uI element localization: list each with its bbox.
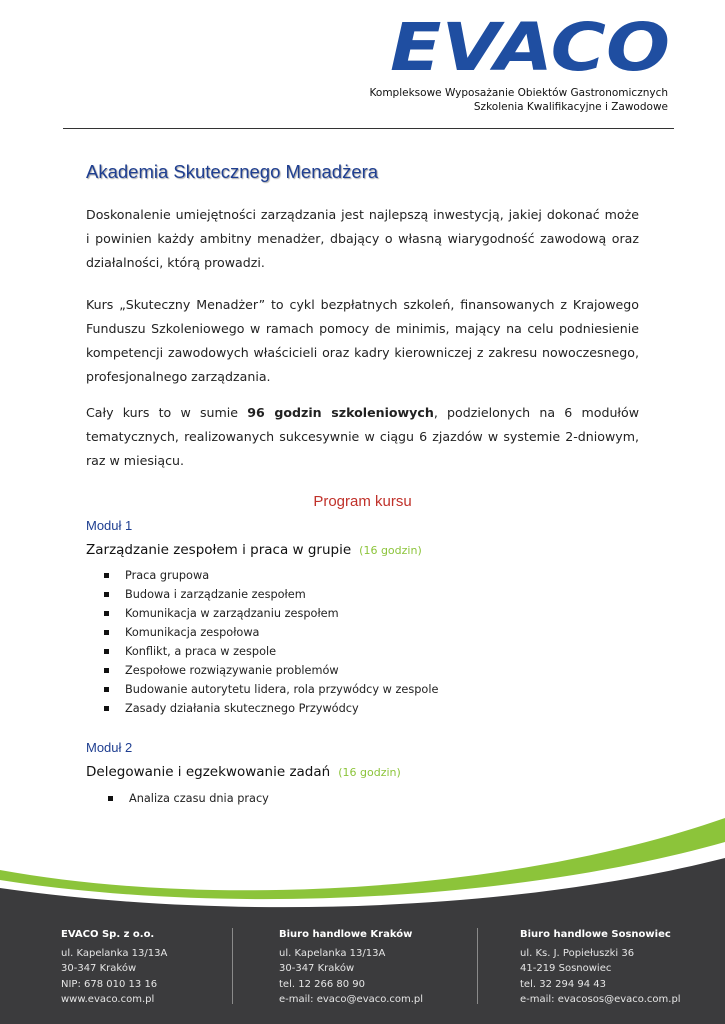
list-item-text: Budowanie autorytetu lidera, rola przywódcy w zespole [125, 683, 439, 696]
list-item [104, 680, 438, 699]
footer-line: 41-219 Sosnowiec [520, 963, 612, 974]
list-item [104, 585, 438, 604]
list-item-text: Zasady działania skutecznego Przywódcy [125, 702, 359, 715]
footer-krakow-heading: Biuro handlowe Kraków [279, 929, 413, 940]
intro-paragraph-1: Doskonalenie umiejętności zarządzania jest najlepszą inwestycją, jakiej dokonać może i powinien każdy ambitny menadżer, dbający o własną wiarygodność zawodową oraz działalności, którą prowadzi. [86, 207, 639, 270]
list-item-text: Budowa i zarządzanie zespołem [125, 588, 306, 601]
module-2-label: Moduł 2 [86, 740, 133, 755]
evaco-logo [388, 16, 673, 74]
list-item-text: Komunikacja w zarządzaniu zespołem [125, 607, 339, 620]
footer-office-krakow [279, 927, 423, 1008]
list-item-text: Konflikt, a praca w zespole [125, 645, 277, 658]
footer-line: ul. Kapelanka 13/13A [61, 947, 168, 959]
footer-line: ul. Ks. J. Popiełuszki 36 [520, 947, 635, 959]
footer-company-name: EVACO Sp. z o.o. [61, 929, 155, 940]
list-item [108, 789, 269, 808]
bullet-icon [104, 611, 109, 616]
intro-paragraph-3 [86, 401, 639, 473]
module-2-hours: (16 godzin) [338, 766, 401, 779]
bullet-icon [104, 592, 109, 597]
header-divider [63, 128, 674, 129]
list-item [104, 699, 438, 718]
tagline-line-1: Kompleksowe Wyposażanie Obiektów Gastronomicznych [369, 87, 668, 99]
module-1-label: Moduł 1 [86, 518, 133, 533]
bullet-icon [104, 706, 109, 711]
footer-email-link[interactable]: e-mail: evaco@evaco.com.pl [279, 994, 424, 1005]
header-tagline [370, 86, 668, 114]
module-1-title [86, 542, 422, 558]
list-item-text: Komunikacja zespołowa [125, 626, 260, 639]
footer-divider [477, 928, 478, 1004]
footer-line: NIP: 678 010 13 16 [61, 978, 158, 990]
module-2-title [86, 764, 401, 780]
list-item-text: Praca grupowa [125, 569, 210, 582]
module-1-topics [104, 566, 438, 718]
list-item [104, 661, 438, 680]
footer-email-link[interactable]: e-mail: evacosos@evaco.com.pl [520, 994, 681, 1005]
intro-paragraph-2: Kurs „Skuteczny Menadżer” to cykl bezpłatnych szkoleń, finansowanych z Krajowego Funduszu Szkoleniowego w ramach pomocy de minimis, mający na celu podniesienie kompetencji zawodowych właścicieli oraz kadry kierowniczej z zakresu nowoczesnego, profesjonalnego zarządzania. [86, 297, 639, 384]
footer-company [61, 927, 167, 1008]
program-heading: Program kursu [313, 493, 412, 510]
module-1-title-text: Zarządzanie zespołem i praca w grupie [86, 542, 352, 558]
p3-text-end: , podzielonych na 6 modułów tematycznych, realizowanych sukcesywnie w ciągu 6 zjazdów w systemie 2-dniowym, raz w miesiącu. [86, 405, 640, 468]
bullet-icon [104, 687, 109, 692]
footer-line: 30-347 Kraków [61, 963, 137, 974]
list-item-text: Zespołowe rozwiązywanie problemów [125, 664, 339, 677]
list-item [104, 604, 438, 623]
footer-phone[interactable]: tel. 12 266 80 90 [279, 978, 366, 990]
bullet-icon [108, 796, 113, 801]
footer-office-sosnowiec [520, 927, 681, 1008]
bullet-icon [104, 573, 109, 578]
page-title: Akademia Skutecznego Menadżera [86, 161, 379, 182]
p3-text-start: Cały kurs to w sumie [86, 405, 248, 420]
footer-phone[interactable]: tel. 32 294 94 43 [520, 978, 607, 990]
module-2-title-text: Delegowanie i egzekwowanie zadań [86, 764, 331, 780]
module-2-topics [108, 789, 269, 808]
footer-website-link[interactable]: www.evaco.com.pl [61, 994, 155, 1005]
bullet-icon [104, 649, 109, 654]
tagline-line-2: Szkolenia Kwalifikacyjne i Zawodowe [473, 101, 668, 113]
list-item [104, 642, 438, 661]
footer-divider [232, 928, 233, 1004]
footer-line: 30-347 Kraków [279, 963, 355, 974]
footer-line: ul. Kapelanka 13/13A [279, 947, 386, 959]
module-1-hours: (16 godzin) [359, 544, 422, 557]
list-item [104, 566, 438, 585]
footer-sosnowiec-heading: Biuro handlowe Sosnowiec [520, 929, 671, 940]
list-item [104, 623, 438, 642]
course-hours-highlight: 96 godzin szkoleniowych [247, 405, 434, 420]
bullet-icon [104, 668, 109, 673]
svg-text:EVACO: EVACO [390, 16, 670, 74]
list-item-text: Analiza czasu dnia pracy [129, 792, 269, 805]
bullet-icon [104, 630, 109, 635]
